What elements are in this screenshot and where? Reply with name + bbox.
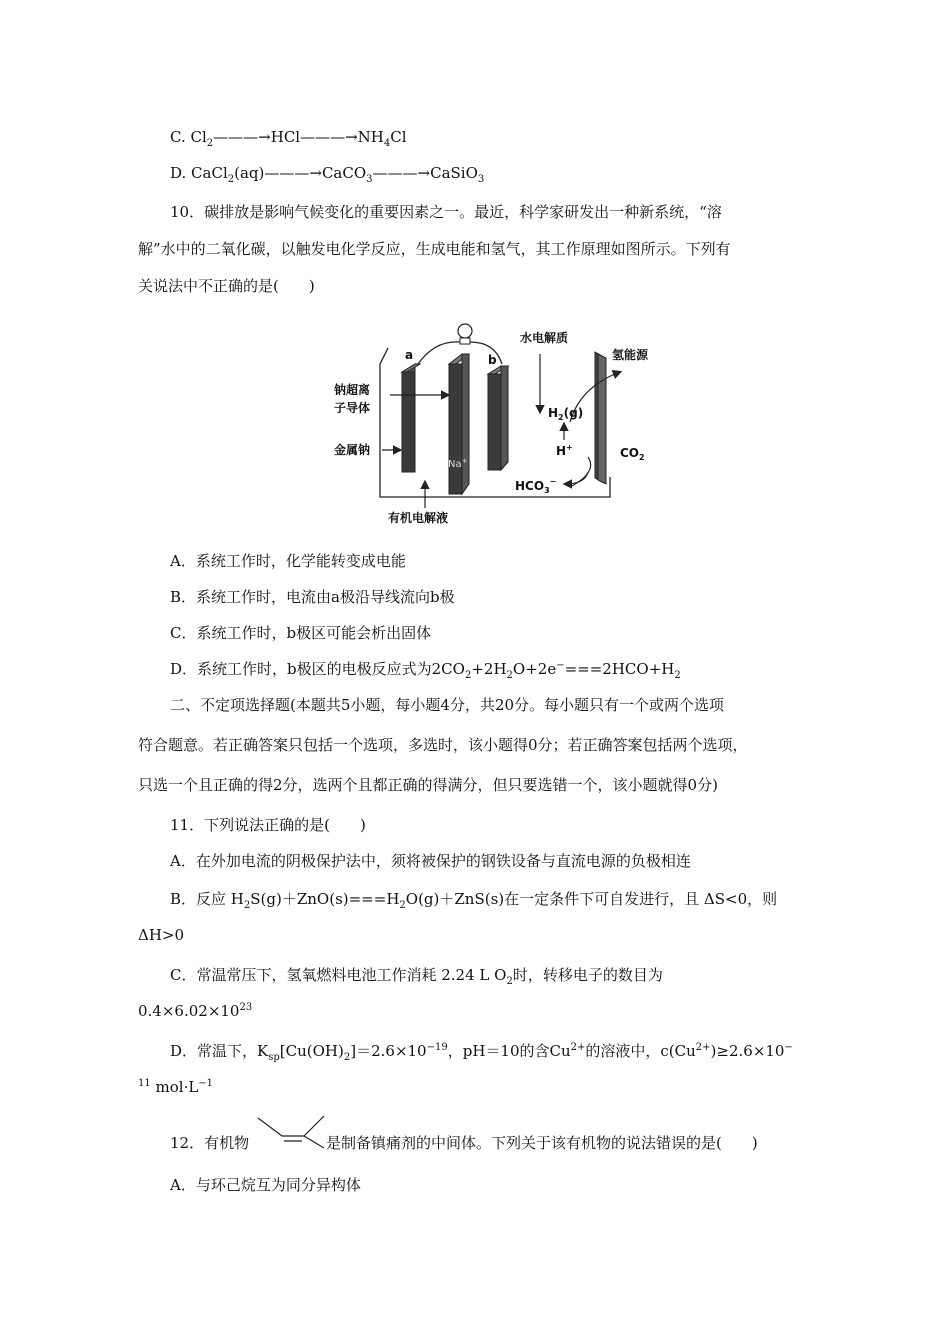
q10-stem-line3: 关说法中不正确的是( ) [138,277,315,295]
q11-option-b-line1: B．反应 $H_2S(g)+ZnO(s)===H_2O(g)+ZnS(s)$在一定条件下可自发进行，且 ΔS<0，则 [170,890,778,911]
label-electrode-a: a [405,348,414,362]
section2-line1: 二、不定项选择题(本题共5小题，每小题4分，共20分。每小题只有一个或两个选项 [170,696,725,714]
q12-stem-prefix: 12．有机物 [170,1134,250,1152]
label-hco3: $HCO_3^-$ [515,477,557,495]
section2-line2: 符合题意。若正确答案只包括一个选项，多选时，该小题得0分；若正确答案包括两个选项， [138,736,748,754]
q10-option-d: D．系统工作时，b极区的电极反应式为$2CO_2+2H_2O+2e^-===2HCO+H_2$ [170,660,681,681]
q12-stem-suffix: 是制备镇痛剂的中间体。下列关于该有机物的说法错误的是( ) [326,1134,758,1152]
q9-option-c: C. $Cl_2———\to HCl———\to NH_4Cl$ [170,128,407,149]
label-metal-na: 金属钠 [334,443,371,457]
right-membrane [595,352,606,484]
q9-option-d: D. CaCl$_2$(aq)———→CaCO$_3$———→CaSiO$_3$ [170,164,485,185]
label-na-ion: Na+ [448,457,468,470]
label-h-ion: H+ [556,443,573,458]
label-h2-source: 氢能源 [612,348,649,362]
label-na-conductor-1: 钠超离 [334,383,371,397]
section2-line3: 只选一个且正确的得2分，选两个且都正确的得满分，但只要选错一个，该小题就得0分) [138,776,718,794]
q11-stem: 11．下列说法正确的是( ) [170,816,366,834]
q11-option-d-line2: $^{11}$ $mol\cdot L^{-1}$ [138,1078,214,1096]
electrode-a [402,364,420,472]
label-electrode-b: b [488,353,497,367]
molecule-structure-icon [256,1112,326,1152]
q10-option-b: B．系统工作时，电流由a极沿导线流向b极 [170,588,455,606]
label-water-electrolyte: 水电解质 [520,331,569,345]
lamp-icon [458,324,472,344]
q11-option-c-line2: $0.4\times 6.02\times 10^{23}$ [138,1002,253,1020]
na-conductor [449,354,469,494]
q11-option-a: A．在外加电流的阴极保护法中，须将被保护的钢铁设备与直流电源的负极相连 [170,852,691,870]
q10-option-c: C．系统工作时，b极区可能会析出固体 [170,624,432,642]
electrochemical-cell-diagram [330,312,660,527]
wire-right [470,342,502,364]
label-co2: $CO_2$ [620,446,645,462]
q10-stem-line1: 10．碳排放是影响气候变化的重要因素之一。最近，科学家研发出一种新系统，“溶 [170,203,722,221]
q12-option-a: A．与环己烷互为同分异构体 [170,1176,361,1194]
label-organic-electrolyte: 有机电解液 [388,511,449,525]
q11-option-b-line2: ΔH>0 [138,926,185,944]
electrode-b [488,366,508,470]
q11-option-c-line1: C．常温常压下，氢氧燃料电池工作消耗 2.24 L $O_2$时，转移电子的数目为 [170,966,663,987]
label-na-conductor-2: 子导体 [334,401,371,415]
q11-option-d-line1: D．常温下，$K_{sp}[Cu(OH)_2]=2.6\times 10^{-19}$，pH＝10的含$Cu^{2+}$的溶液中，$c(Cu^{2+})\ge 2.6\times 10^-$ [170,1042,793,1063]
q10-stem-line2: 解”水中的二氧化碳，以触发电化学反应，生成电能和氢气，其工作原理如图所示。下列有 [138,240,731,258]
q10-option-a: A．系统工作时，化学能转变成电能 [170,552,406,570]
label-h2g: $H_2(g)$ [548,406,584,422]
